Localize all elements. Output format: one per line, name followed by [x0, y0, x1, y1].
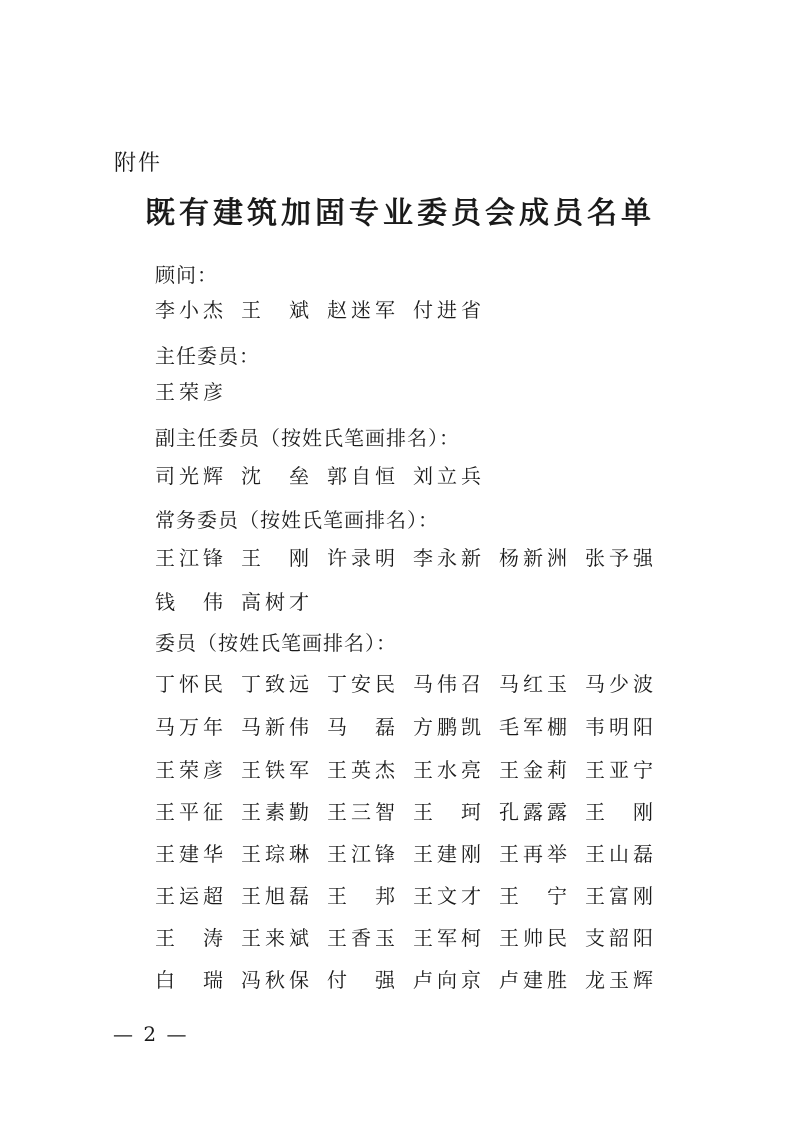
name-row [155, 792, 671, 832]
member-name: 杨新洲 [499, 546, 571, 570]
member-name: 丁安民 [327, 672, 399, 696]
name-row [155, 664, 671, 704]
member-name: 许录明 [327, 546, 399, 570]
name-row [155, 707, 671, 747]
member-name: 赵迷军 [327, 298, 399, 322]
member-name: 郭自恒 [327, 464, 399, 488]
member-name: 王 邦 [327, 884, 399, 908]
section-heading-advisors: 顾问： [155, 263, 218, 287]
name-row [155, 538, 671, 578]
section-heading-members: 委员（按姓氏笔画排名）： [155, 631, 397, 655]
name-row [155, 372, 241, 412]
member-name: 方鹏凯 [413, 715, 485, 739]
name-row [155, 876, 671, 916]
member-name: 王江锋 [327, 842, 399, 866]
member-name: 王平征 [155, 800, 227, 824]
section-heading-deputy: 副主任委员（按姓氏笔画排名）： [155, 426, 460, 450]
member-name: 王素勤 [241, 800, 313, 824]
member-name: 王 宁 [499, 884, 571, 908]
member-name: 王 刚 [585, 800, 657, 824]
member-name: 王富刚 [585, 884, 657, 908]
member-name: 张予强 [585, 546, 657, 570]
member-name: 王文才 [413, 884, 485, 908]
member-name: 马 磊 [327, 715, 399, 739]
name-row [155, 960, 671, 1000]
member-name: 丁致远 [241, 672, 313, 696]
member-name: 毛军棚 [499, 715, 571, 739]
member-name: 王 刚 [241, 546, 313, 570]
section-heading-standing: 常务委员（按姓氏笔画排名）： [155, 508, 439, 532]
member-name: 高树才 [241, 590, 313, 614]
member-name: 王铁军 [241, 758, 313, 782]
member-name: 沈 垒 [241, 464, 313, 488]
member-name: 孔露露 [499, 800, 571, 824]
member-name: 李永新 [413, 546, 485, 570]
member-name: 王金莉 [499, 758, 571, 782]
member-name: 王建华 [155, 842, 227, 866]
member-name: 王亚宁 [585, 758, 657, 782]
member-name: 王 斌 [241, 298, 313, 322]
name-row [155, 456, 499, 496]
attachment-label: 附件 [114, 151, 163, 176]
member-name: 王荣彦 [155, 758, 227, 782]
member-name: 王再举 [499, 842, 571, 866]
member-name: 白 瑞 [155, 968, 227, 992]
member-name: 付进省 [413, 298, 485, 322]
member-name: 王运超 [155, 884, 227, 908]
member-name: 卢向京 [413, 968, 485, 992]
member-name: 马红玉 [499, 672, 571, 696]
name-row [155, 582, 327, 622]
member-name: 王帅民 [499, 926, 571, 950]
member-name: 韦明阳 [585, 715, 657, 739]
name-row [155, 750, 671, 790]
member-name: 付 强 [327, 968, 399, 992]
member-name: 支韶阳 [585, 926, 657, 950]
member-name: 王军柯 [413, 926, 485, 950]
member-name: 王英杰 [327, 758, 399, 782]
name-row [155, 834, 671, 874]
member-name: 王山磊 [585, 842, 657, 866]
member-name: 马万年 [155, 715, 227, 739]
member-name: 钱 伟 [155, 590, 227, 614]
member-name: 卢建胜 [499, 968, 571, 992]
member-name: 王荣彦 [155, 380, 227, 404]
member-name: 龙玉辉 [585, 968, 657, 992]
member-name: 王建刚 [413, 842, 485, 866]
member-name: 王香玉 [327, 926, 399, 950]
member-name: 王来斌 [241, 926, 313, 950]
member-name: 李小杰 [155, 298, 227, 322]
member-name: 王旭磊 [241, 884, 313, 908]
name-row [155, 290, 499, 330]
page-number: — 2 — [113, 1022, 189, 1046]
member-name: 马伟召 [413, 672, 485, 696]
name-row [155, 918, 671, 958]
member-name: 马少波 [585, 672, 657, 696]
member-name: 冯秋保 [241, 968, 313, 992]
member-name: 刘立兵 [413, 464, 485, 488]
member-name: 王三智 [327, 800, 399, 824]
member-name: 丁怀民 [155, 672, 227, 696]
member-name: 马新伟 [241, 715, 313, 739]
document-title: 既有建筑加固专业委员会成员名单 [145, 196, 655, 231]
member-name: 王 涛 [155, 926, 227, 950]
member-name: 王琮琳 [241, 842, 313, 866]
member-name: 司光辉 [155, 464, 227, 488]
section-heading-director: 主任委员： [155, 344, 260, 368]
member-name: 王江锋 [155, 546, 227, 570]
member-name: 王水亮 [413, 758, 485, 782]
member-name: 王 珂 [413, 800, 485, 824]
